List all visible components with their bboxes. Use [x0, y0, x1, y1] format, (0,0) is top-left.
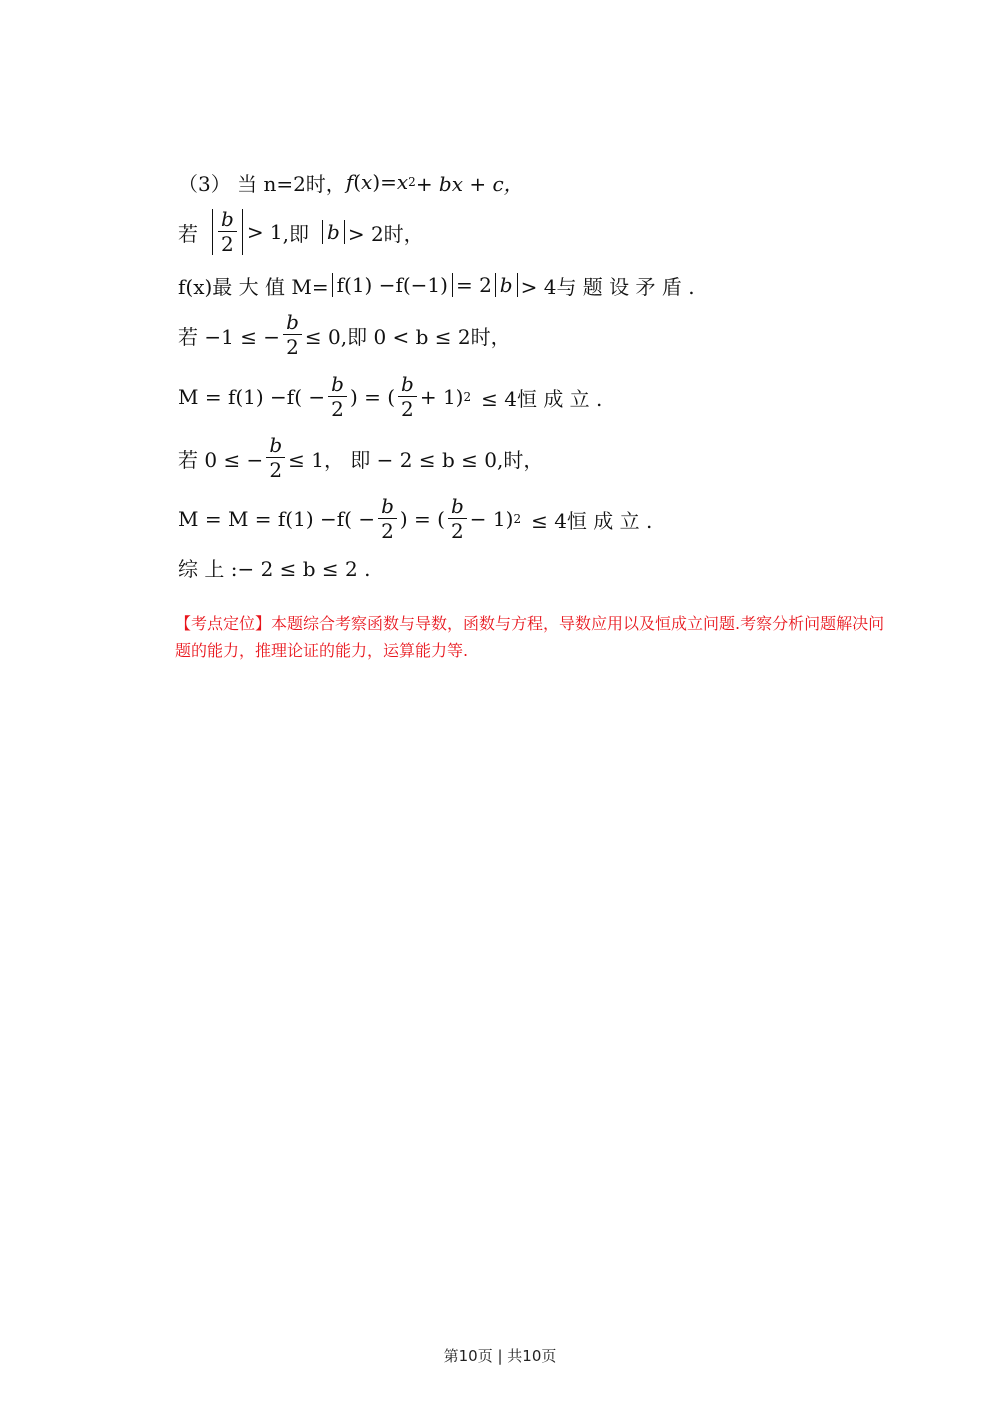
solution-line-3	[178, 263, 695, 307]
l4-pre: 若 −1 ≤ −	[178, 324, 281, 349]
l4-post: ≤ 0,即 0 < b ≤ 2时，	[304, 324, 511, 349]
l2-ruo: 若	[178, 221, 198, 246]
solution-line-5	[178, 372, 603, 421]
l3-eq2: = 2	[455, 273, 492, 297]
fraction-b-2: $\frac{b}{2}$	[328, 374, 347, 420]
l7-tail: ≤ 4恒 成 立 .	[531, 508, 653, 533]
l7-post: − 1)	[469, 507, 514, 531]
l7-sq: 2	[513, 512, 522, 526]
l7-pre: M = M = f(1) −f( −	[178, 507, 376, 531]
l1-x2: x	[396, 170, 409, 194]
l5-tail: ≤ 4恒 成 立 .	[481, 386, 603, 411]
l8-text: 综 上 :− 2 ≤ b ≤ 2 .	[178, 556, 371, 581]
l1-rest: + bx + c，	[415, 171, 524, 196]
l7-mid: ) = (	[399, 507, 445, 531]
l1-f: f	[345, 170, 354, 194]
fraction-b-2: $\frac{b}{2}$	[266, 435, 285, 481]
l2-gt2: > 2时，	[347, 221, 424, 246]
solution-line-6	[178, 433, 544, 482]
fraction-b-2: $\frac{b}{2}$	[218, 209, 237, 255]
l1-sq: 2	[408, 175, 416, 189]
page-footer: 第10页 | 共10页	[443, 1347, 557, 1365]
l1-eq: =	[380, 170, 397, 194]
l5-sq: 2	[463, 390, 472, 404]
l1-prefix: （3） 当 n=2时，	[178, 171, 346, 196]
solution-line-4	[178, 310, 511, 359]
abs-f-diff: f(1) −f(−1)	[332, 273, 453, 297]
solution-line-8	[178, 545, 370, 589]
l6-post: ≤ 1， 即 − 2 ≤ b ≤ 0,时，	[288, 447, 544, 472]
l3-pre: f(x)最 大 值 M=	[178, 274, 329, 299]
fraction-b-2: $\frac{b}{2}$	[283, 312, 302, 358]
l2-gt1: > 1	[246, 220, 283, 244]
solution-line-2	[178, 207, 424, 256]
fraction-b-2: $\frac{b}{2}$	[448, 496, 467, 542]
abs-b: b	[322, 220, 345, 244]
fraction-b-2: $\frac{b}{2}$	[378, 496, 397, 542]
l5-mid: ) = (	[349, 385, 396, 409]
abs-b-over-2	[212, 209, 243, 255]
l5-post: + 1)	[419, 385, 464, 409]
l6-pre: 若 0 ≤ −	[178, 447, 264, 472]
l1-x: x	[361, 170, 373, 194]
fraction-b-2: $\frac{b}{2}$	[398, 374, 417, 420]
knowledge-point-note: 【考点定位】本题综合考察函数与导数，函数与方程，导数应用以及恒成立问题.考察分析问题解决问题的能力，推理论证的能力，运算能力等.	[175, 614, 885, 660]
l5-pre: M = f(1) −f( −	[178, 385, 326, 409]
l3-tail: > 4与 题 设 矛 盾 .	[520, 274, 695, 299]
solution-line-7	[178, 494, 653, 543]
solution-line-1: （3） 当 n=2时， f ( x ) = x 2 + bx + c，	[178, 160, 524, 204]
l2-jiji: ,即	[282, 221, 310, 246]
abs-b-2: b	[495, 273, 518, 297]
